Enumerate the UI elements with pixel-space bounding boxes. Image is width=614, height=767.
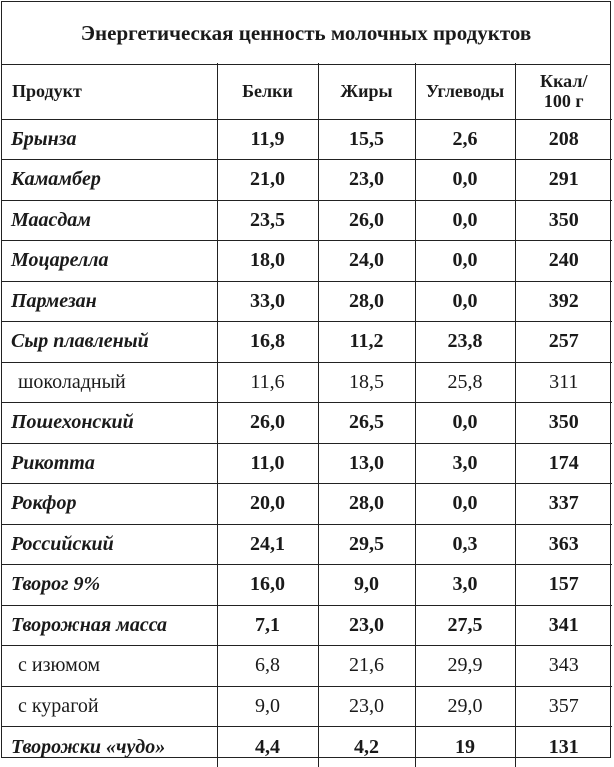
header-carbs: Углеводы: [415, 63, 515, 119]
cell-carbs: 0,0: [415, 403, 515, 444]
table-row: [2, 686, 612, 727]
table-title: Энергетическая ценность молочных продуктов: [2, 2, 610, 65]
cell-product-name: Моцарелла: [2, 241, 217, 282]
cell-fat: 21,6: [318, 646, 415, 687]
nutrition-table: [2, 63, 612, 767]
cell-product-name: с изюмом: [2, 646, 217, 687]
cell-protein: 16,8: [217, 322, 318, 363]
cell-carbs: 3,0: [415, 443, 515, 484]
cell-protein: 33,0: [217, 281, 318, 322]
cell-protein: 11,9: [217, 119, 318, 160]
cell-product-name: Творожки «чудо»: [2, 727, 217, 767]
table-row: [2, 281, 612, 322]
cell-kcal: 350: [515, 200, 612, 241]
cell-carbs: 0,0: [415, 241, 515, 282]
cell-protein: 11,0: [217, 443, 318, 484]
cell-carbs: 0,0: [415, 200, 515, 241]
cell-carbs: 0,0: [415, 160, 515, 201]
cell-carbs: 19: [415, 727, 515, 767]
cell-kcal: 174: [515, 443, 612, 484]
cell-kcal: 392: [515, 281, 612, 322]
cell-fat: 23,0: [318, 605, 415, 646]
cell-protein: 24,1: [217, 524, 318, 565]
cell-carbs: 25,8: [415, 362, 515, 403]
table-row: [2, 119, 612, 160]
table-row: [2, 322, 612, 363]
cell-carbs: 23,8: [415, 322, 515, 363]
table-row: [2, 646, 612, 687]
cell-product-name: шоколадный: [2, 362, 217, 403]
table-row: [2, 403, 612, 444]
table-row: [2, 160, 612, 201]
cell-carbs: 29,0: [415, 686, 515, 727]
cell-protein: 26,0: [217, 403, 318, 444]
cell-protein: 6,8: [217, 646, 318, 687]
cell-carbs: 0,0: [415, 484, 515, 525]
cell-product-name: Маасдам: [2, 200, 217, 241]
cell-product-name: Камамбер: [2, 160, 217, 201]
cell-fat: 23,0: [318, 686, 415, 727]
header-product: Продукт: [2, 63, 217, 119]
header-kcal-line1: Ккал/: [540, 71, 587, 91]
table-header: [2, 63, 612, 119]
cell-carbs: 2,6: [415, 119, 515, 160]
cell-kcal: 240: [515, 241, 612, 282]
table-body: [2, 119, 612, 767]
cell-product-name: Творог 9%: [2, 565, 217, 606]
cell-kcal: 363: [515, 524, 612, 565]
cell-fat: 26,0: [318, 200, 415, 241]
table-row: [2, 362, 612, 403]
header-row: [2, 63, 612, 119]
cell-kcal: 357: [515, 686, 612, 727]
table-row: [2, 524, 612, 565]
cell-kcal: 337: [515, 484, 612, 525]
cell-protein: 18,0: [217, 241, 318, 282]
cell-fat: 28,0: [318, 281, 415, 322]
cell-fat: 24,0: [318, 241, 415, 282]
cell-kcal: 343: [515, 646, 612, 687]
header-kcal: [515, 63, 612, 119]
cell-product-name: Брынза: [2, 119, 217, 160]
cell-carbs: 3,0: [415, 565, 515, 606]
table-row: [2, 605, 612, 646]
cell-protein: 11,6: [217, 362, 318, 403]
cell-kcal: 131: [515, 727, 612, 767]
cell-protein: 23,5: [217, 200, 318, 241]
cell-fat: 23,0: [318, 160, 415, 201]
cell-protein: 20,0: [217, 484, 318, 525]
cell-kcal: 291: [515, 160, 612, 201]
cell-fat: 29,5: [318, 524, 415, 565]
cell-fat: 28,0: [318, 484, 415, 525]
header-fat: Жиры: [318, 63, 415, 119]
cell-kcal: 311: [515, 362, 612, 403]
cell-product-name: Творожная масса: [2, 605, 217, 646]
cell-kcal: 257: [515, 322, 612, 363]
cell-product-name: Сыр плавленый: [2, 322, 217, 363]
cell-fat: 18,5: [318, 362, 415, 403]
cell-product-name: Российский: [2, 524, 217, 565]
header-kcal-line2: 100 г: [544, 91, 584, 111]
cell-kcal: 157: [515, 565, 612, 606]
cell-protein: 4,4: [217, 727, 318, 767]
cell-fat: 9,0: [318, 565, 415, 606]
cell-fat: 11,2: [318, 322, 415, 363]
cell-kcal: 350: [515, 403, 612, 444]
cell-product-name: Рикотта: [2, 443, 217, 484]
cell-fat: 13,0: [318, 443, 415, 484]
cell-carbs: 0,0: [415, 281, 515, 322]
cell-product-name: Пармезан: [2, 281, 217, 322]
cell-protein: 7,1: [217, 605, 318, 646]
cell-fat: 4,2: [318, 727, 415, 767]
cell-protein: 9,0: [217, 686, 318, 727]
table-row: [2, 484, 612, 525]
table-row: [2, 200, 612, 241]
cell-carbs: 29,9: [415, 646, 515, 687]
header-protein: Белки: [217, 63, 318, 119]
cell-fat: 15,5: [318, 119, 415, 160]
cell-product-name: с курагой: [2, 686, 217, 727]
cell-carbs: 0,3: [415, 524, 515, 565]
table-row: [2, 241, 612, 282]
cell-product-name: Рокфор: [2, 484, 217, 525]
table-row: [2, 565, 612, 606]
cell-protein: 16,0: [217, 565, 318, 606]
nutrition-table-sheet: [1, 1, 611, 758]
cell-product-name: Пошехонский: [2, 403, 217, 444]
cell-carbs: 27,5: [415, 605, 515, 646]
cell-fat: 26,5: [318, 403, 415, 444]
cell-kcal: 208: [515, 119, 612, 160]
cell-protein: 21,0: [217, 160, 318, 201]
cell-kcal: 341: [515, 605, 612, 646]
table-row: [2, 443, 612, 484]
